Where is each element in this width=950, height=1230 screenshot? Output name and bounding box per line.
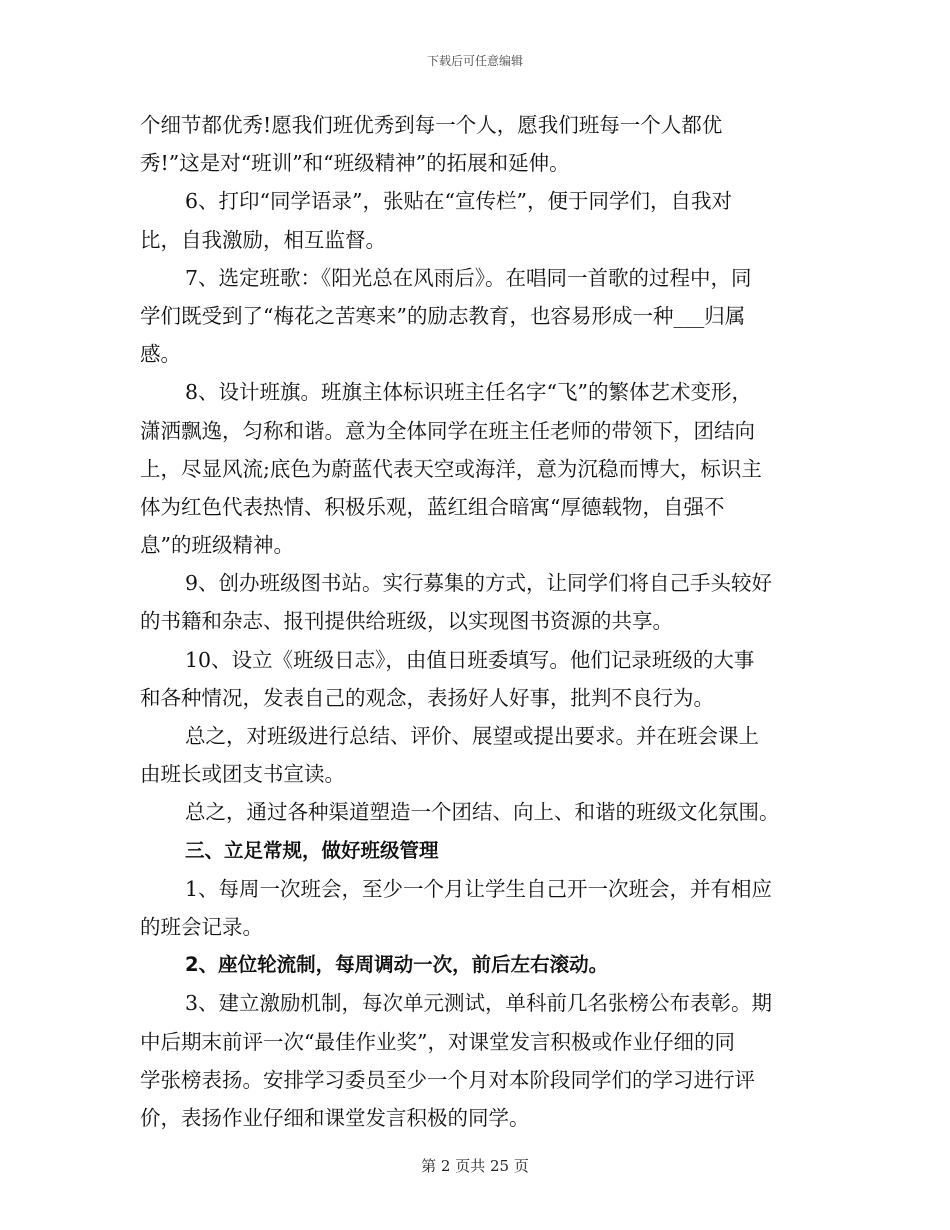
text-line: 体为红色代表热情、积极乐观，蓝红组合暗寓“厚德载物，自强不	[140, 494, 725, 519]
text-line: 价，表扬作业仔细和课堂发言积极的同学。	[140, 1105, 530, 1130]
text-line: 息”的班级精神。	[140, 533, 294, 558]
text-line: 8、设计班旗。班旗主体标识班主任名字“飞”的繁体艺术变形，	[185, 380, 753, 405]
text-line: 比，自我激励，相互监督。	[140, 227, 386, 252]
text-line: 个细节都优秀!愿我们班优秀到每一个人，愿我们班每一个人都优	[140, 113, 723, 137]
section-heading-line: 2、座位轮流制，每周调动一次，前后左右滚动。	[185, 953, 609, 977]
section-heading-line: 三、立足常规，做好班级管理	[185, 838, 439, 862]
text-line: 1、每周一次班会，至少一个月让学生自己开一次班会，并有相应	[185, 876, 773, 901]
document-body	[140, 106, 812, 1137]
text-line: 总之，通过各种渠道塑造一个团结、向上、和谐的班级文化氛围。	[185, 800, 780, 825]
text-line: 潇洒飘逸，匀称和谐。意为全体同学在班主任老师的带领下，团结向	[140, 418, 755, 443]
text-line: 由班长或团支书宣读。	[140, 762, 345, 787]
text-line: 学张榜表扬。安排学习委员至少一个月对本阶段同学们的学习进行评	[140, 1067, 755, 1092]
text-line: 上，尽显风流;底色为蔚蓝代表天空或海洋，意为沉稳而博大，标识主	[140, 456, 762, 481]
text-line: 9、创办班级图书站。实行募集的方式，让同学们将自己手头较好	[185, 571, 773, 596]
text-line: 感。	[140, 342, 181, 367]
text-line: 7、选定班歌：《阳光总在风雨后》。在唱同一首歌的过程中，同	[185, 265, 752, 290]
text-line: 学们既受到了“梅花之苦寒来”的励志教育，也容易形成一种___归属	[140, 303, 746, 328]
text-line: 的书籍和杂志、报刊提供给班级，以实现图书资源的共享。	[140, 609, 673, 634]
text-line: 3、建立激励机制，每次单元测试，单科前几名张榜公布表彰。期	[185, 991, 773, 1016]
text-line: 的班会记录。	[140, 914, 263, 939]
text-line: 秀!”这是对“班训”和“班级精神”的拓展和延伸。	[140, 151, 570, 176]
text-line: 中后期末前评一次“最佳作业奖”，对课堂发言积极或作业仔细的同	[140, 1029, 735, 1054]
text-line: 6、打印“同学语录”，张贴在“宣传栏”，便于同学们，自我对	[185, 189, 732, 214]
page-footer: 第 2 页共 25 页	[421, 1157, 529, 1175]
page-header: 下载后可任意编辑	[426, 54, 523, 68]
text-line: 总之，对班级进行总结、评价、展望或提出要求。并在班会课上	[185, 724, 759, 748]
text-line: 和各种情况，发表自己的观念，表扬好人好事，批判不良行为。	[140, 685, 714, 710]
text-line: 10、设立《班级日志》，由值日班委填写。他们记录班级的大事	[185, 647, 755, 672]
